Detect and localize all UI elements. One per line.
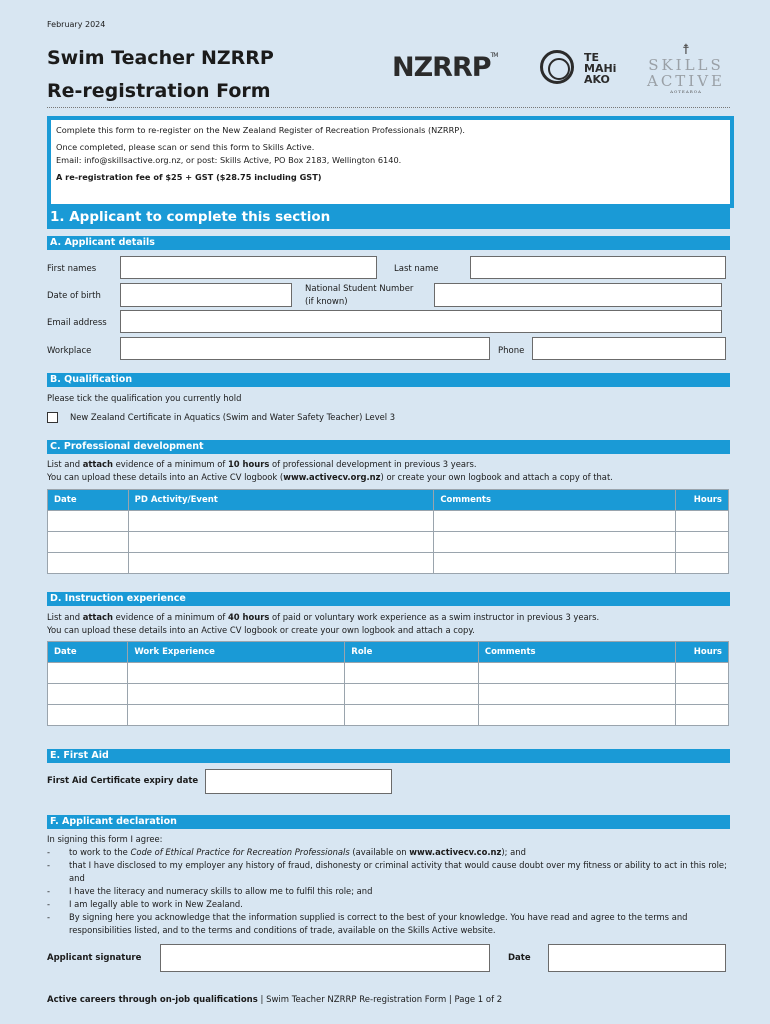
exp-col-date: Date — [48, 642, 128, 663]
skills-active-logo-word: SKILLS — [648, 56, 724, 74]
first-aid-expiry-field[interactable] — [205, 769, 392, 794]
skills-active-logo-word: ACTIVE — [646, 72, 726, 90]
table-cell[interactable] — [128, 511, 434, 532]
footer-separator: | — [257, 995, 267, 1005]
document-date: February 2024 — [47, 20, 106, 29]
nsn-field[interactable] — [434, 283, 722, 307]
text-bold: attach — [82, 459, 113, 469]
exp-col-work: Work Experience — [128, 642, 345, 663]
te-mahi-ako-logo-word: TE — [584, 51, 600, 64]
footer-separator: | — [446, 995, 455, 1005]
footer-form-name: Swim Teacher NZRRP Re-registration Form — [266, 995, 447, 1005]
intro-line: Once completed, please scan or send this form to Skills Active. — [56, 142, 315, 152]
table-cell[interactable] — [128, 705, 345, 726]
experience-table-header — [48, 642, 729, 663]
pd-col-hours: Hours — [676, 490, 729, 511]
dob-field[interactable] — [120, 283, 292, 307]
pd-col-comments: Comments — [434, 490, 676, 511]
text: ); and — [501, 847, 526, 857]
title-line-1: Swim Teacher NZRRP — [47, 47, 274, 69]
dob-label: Date of birth — [47, 291, 101, 301]
nsn-label — [305, 283, 413, 309]
table-row — [48, 553, 729, 574]
declaration-intro: In signing this form I agree: — [47, 834, 163, 844]
text-bold: www.activecv.org.nz — [283, 472, 381, 482]
text: You can upload these details into an Active CV logbook ( — [47, 472, 284, 482]
section-d-heading: D. Instruction experience — [47, 592, 730, 606]
list-item: - I have the literacy and numeracy skills to allow me to fulfil this role; and — [47, 885, 730, 898]
text: evidence of a minimum of — [112, 459, 228, 469]
text: List and — [47, 459, 83, 469]
skills-active-logo-word: AOTEAROA — [670, 89, 702, 94]
nzrrp-logo-tm: TM — [490, 52, 498, 59]
list-item — [47, 846, 730, 859]
page-title — [47, 42, 274, 108]
te-mahi-ako-logo — [584, 52, 616, 85]
email-field[interactable] — [120, 310, 722, 333]
table-cell[interactable] — [434, 553, 676, 574]
exp-col-comments: Comments — [478, 642, 675, 663]
table-cell[interactable] — [48, 684, 128, 705]
section-d-line — [47, 611, 730, 624]
section-c-line — [47, 471, 730, 484]
text-bold: 40 hours — [227, 612, 270, 622]
section-1-heading: 1. Applicant to complete this section — [47, 206, 730, 229]
text: List and — [47, 612, 83, 622]
text: evidence of a minimum of — [112, 612, 228, 622]
first-names-field[interactable] — [120, 256, 377, 279]
pd-table — [47, 489, 729, 574]
title-line-2: Re-registration Form — [47, 80, 271, 102]
table-cell[interactable] — [676, 553, 729, 574]
te-mahi-ako-logo-icon — [540, 50, 574, 84]
section-c-line — [47, 458, 730, 471]
intro-box — [47, 116, 734, 208]
table-row — [48, 511, 729, 532]
table-row — [48, 705, 729, 726]
pd-table-header — [48, 490, 729, 511]
signature-date-field[interactable] — [548, 944, 726, 972]
table-cell[interactable] — [676, 705, 729, 726]
table-cell[interactable] — [128, 532, 434, 553]
table-cell[interactable] — [676, 663, 729, 684]
table-row — [48, 684, 729, 705]
footer-tagline: Active careers through on-job qualifications — [47, 995, 258, 1005]
section-d-instructions — [47, 611, 730, 637]
table-cell[interactable] — [48, 663, 128, 684]
declaration-text — [47, 833, 730, 937]
text: (available on — [349, 847, 410, 857]
phone-label: Phone — [498, 346, 525, 356]
signature-label: Applicant signature — [47, 953, 142, 963]
section-f-heading: F. Applicant declaration — [47, 815, 730, 829]
table-cell[interactable] — [128, 684, 345, 705]
text-italic: Code of Ethical Practice for Recreation Professionals — [130, 847, 350, 857]
table-cell[interactable] — [478, 705, 675, 726]
table-cell[interactable] — [478, 663, 675, 684]
workplace-label: Workplace — [47, 346, 92, 356]
skills-active-figure-icon: ☨ — [682, 42, 690, 58]
nzrrp-logo — [392, 52, 497, 83]
workplace-field[interactable] — [120, 337, 490, 360]
nsn-label-line: (if known) — [305, 297, 348, 307]
section-d-line: You can upload these details into an Active CV logbook or create your own logbook and attach a copy. — [47, 625, 475, 635]
first-names-label: First names — [47, 264, 97, 274]
date-label: Date — [508, 953, 531, 963]
nsn-label-line: National Student Number — [305, 284, 414, 294]
text-bold: www.activecv.co.nz — [409, 847, 502, 857]
text: ) or create your own logbook and attach a copy of that. — [380, 472, 613, 482]
table-cell[interactable] — [128, 663, 345, 684]
table-cell[interactable] — [345, 684, 479, 705]
table-cell[interactable] — [128, 553, 434, 574]
text-bold: attach — [82, 612, 113, 622]
qualification-option-label: New Zealand Certificate in Aquatics (Swim and Water Safety Teacher) Level 3 — [70, 412, 396, 422]
table-cell[interactable] — [48, 511, 129, 532]
table-cell[interactable] — [48, 705, 128, 726]
qualification-checkbox[interactable] — [47, 412, 58, 423]
email-label: Email address — [47, 318, 107, 328]
section-c-heading: C. Professional development — [47, 440, 730, 454]
table-cell[interactable] — [434, 532, 676, 553]
declaration-list — [47, 846, 730, 937]
table-cell[interactable] — [676, 511, 729, 532]
table-row — [48, 532, 729, 553]
first-aid-label: First Aid Certificate expiry date — [47, 776, 199, 786]
text: of paid or voluntary work experience as a swim instructor in previous 3 years. — [269, 612, 600, 622]
section-e-heading: E. First Aid — [47, 749, 730, 763]
signature-field[interactable] — [160, 944, 490, 972]
list-item: - By signing here you acknowledge that the information supplied is correct to the best of your knowledge. You have read and agree to the terms and responsibilities listed, and to the terms and conditions of trade, available on the Skills Active website. — [47, 911, 730, 937]
intro-line: Complete this form to re-register on the New Zealand Register of Recreation Professionals (NZRRP). — [56, 125, 466, 135]
section-a-heading: A. Applicant details — [47, 236, 730, 250]
table-row — [48, 663, 729, 684]
list-item: - I am legally able to work in New Zealand. — [47, 898, 730, 911]
section-c-instructions — [47, 458, 730, 484]
table-cell[interactable] — [345, 705, 479, 726]
pd-col-activity: PD Activity/Event — [128, 490, 434, 511]
intro-line: Email: info@skillsactive.org.nz, or post: Skills Active, PO Box 2183, Wellington 6140. — [56, 155, 402, 165]
table-cell[interactable] — [676, 532, 729, 553]
footer — [47, 995, 502, 1005]
qualification-instruction: Please tick the qualification you currently hold — [47, 393, 242, 403]
section-b-heading: B. Qualification — [47, 373, 730, 387]
table-cell[interactable] — [434, 511, 676, 532]
te-mahi-ako-logo-word: AKO — [584, 73, 610, 86]
list-item: - that I have disclosed to my employer any history of fraud, dishonesty or criminal activity that would cause doubt over my fitness or ability to act in this role; and — [47, 859, 730, 885]
table-cell[interactable] — [478, 684, 675, 705]
text: to work to the — [69, 847, 131, 857]
last-name-label: Last name — [394, 264, 439, 274]
te-mahi-ako-logo-word: MAHi — [584, 62, 617, 75]
table-cell[interactable] — [48, 532, 129, 553]
footer-page-number: Page 1 of 2 — [454, 995, 503, 1005]
table-cell[interactable] — [48, 553, 129, 574]
phone-field[interactable] — [532, 337, 726, 360]
table-cell[interactable] — [345, 663, 479, 684]
skills-active-logo — [641, 43, 731, 94]
intro-fee: A re-registration fee of $25 + GST ($28.75 including GST) — [56, 172, 322, 182]
experience-table — [47, 641, 729, 726]
nzrrp-logo-text: NZRRP — [392, 52, 491, 83]
pd-col-date: Date — [48, 490, 129, 511]
exp-col-role: Role — [345, 642, 479, 663]
exp-col-hours: Hours — [676, 642, 729, 663]
header-divider — [47, 107, 730, 108]
text-bold: 10 hours — [227, 459, 270, 469]
last-name-field[interactable] — [470, 256, 726, 279]
text: of professional development in previous 3 years. — [269, 459, 477, 469]
table-cell[interactable] — [676, 684, 729, 705]
